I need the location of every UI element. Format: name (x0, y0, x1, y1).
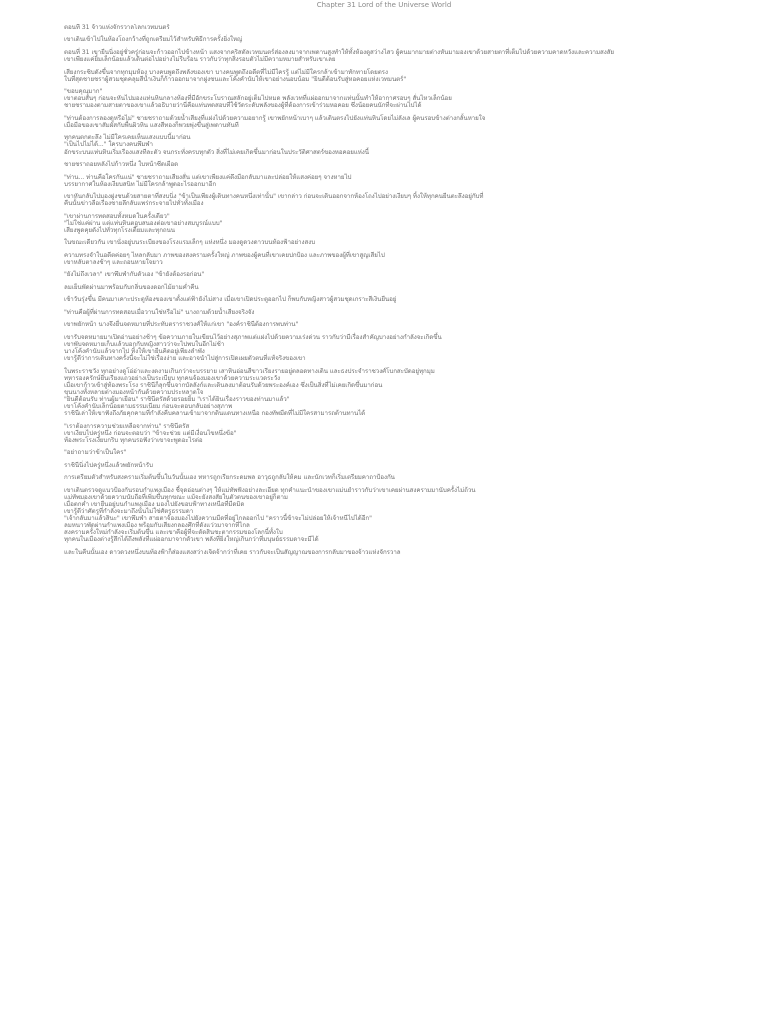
paragraph: ตอนที่ 31 จ้าวแห่งจักรวาลโลกเวทมนตร์ (64, 24, 170, 31)
paragraph: "ท่าน... ท่านคือใครกันแน่" ชายชราถามเสียงสั่น แต่เขาเพียงแค่ดึงมือกลับมาและปล่อยให้แสงค่อยๆ จางหายไป บรรยากาศในห้องเงียบสนิท ไม่มีใครกล้าพูดอะไรออกมาอีก (64, 173, 352, 188)
paragraph: ในขณะเดียวกัน เขานั่งอยู่บนระเบียงของโรงแรมเล็กๆ แห่งหนึ่ง มองดูดวงดาวบนท้องฟ้าอย่างสงบ (64, 239, 316, 247)
paragraph: เขาพยักหน้า นางจึงยื่นจดหมายที่ประทับตราราชวงศ์ให้แก่เขา "องค์ราชินีต้องการพบท่าน" (64, 321, 299, 329)
paragraph: ในพระราชวัง ทุกอย่างดูโอ่อ่าและงดงามเกินกว่าจะบรรยาย เสาหินอ่อนสีขาวเรียงรายอยู่ตลอดทางเดิน และธงประจำราชวงศ์โบกสะบัดอยู่ทุกมุม ทหารองครักษ์ยืนเรียงแถวอย่างเป็นระเบียบ ทุกคนจ้องมองเขาด้วยความระแวดระวัง เมื่อเขาก้าวเข้าสู่ท้องพระโรง ราชินีก็ลุกขึ้นจากบัลลังก์และเดินลงมาต้อนรับด้วยพระองค์เอง ซึ่งเป็นสิ่งที่ไม่เคยเกิดขึ้นมาก่อน ขุนนางทั้งหลายต่างมองหน้ากันด้วยความประหลาดใจ "ยินดีต้อนรับ ท่านผู้มาเยือน" ราชินีตรัสด้วยรอยยิ้ม "เราได้ยินเรื่องราวของท่านมาแล้ว" เขาโค้งคำนับเล็กน้อยตามธรรมเนียม ก่อนจะตอบกลับอย่างสุภาพ ราชินีเล่าให้เขาฟังถึงภัยคุกคามที่กำลังคืบคลานเข้ามาจากดินแดนทางเหนือ กองทัพมืดที่ไม่มีใครสามารถต้านทานได้ (64, 367, 435, 418)
paragraph: ลมเย็นพัดผ่านมาพร้อมกับกลิ่นของดอกไม้ยามค่ำคืน (64, 283, 199, 291)
paragraph: ความทรงจำในอดีตค่อยๆ ไหลกลับมา ภาพของสงครามครั้งใหญ่ ภาพของผู้คนที่เขาเคยปกป้อง และภาพของผู้ที่เขาสูญเสียไป เขาหลับตาลงช้าๆ และถอนหายใจยาว (64, 251, 385, 266)
paragraph: ราชินีนิ่งไปครู่หนึ่งแล้วพยักหน้ารับ (64, 461, 153, 469)
paragraph: และในคืนนั้นเอง ดาวดวงหนึ่งบนท้องฟ้าก็ส่องแสงสว่างเจิดจ้ากว่าที่เคย ราวกับจะเป็นสัญญาณของการกลับมาของจ้าวแห่งจักรวาล (64, 548, 401, 556)
paragraph: ชายชราถอยหลังไปก้าวหนึ่ง ใบหน้าซีดเผือด (64, 161, 179, 169)
paragraph: เขาหันกลับไปมองฝูงชนด้วยสายตาที่สงบนิ่ง "ข้าเป็นเพียงผู้เดินทางคนหนึ่งเท่านั้น" เขากล่าว ก่อนจะเดินออกจากห้องโถงไปอย่างเงียบๆ ทิ้งให้ทุกคนยืนตะลึงอยู่กับที่ คืนนั้นข่าวลือเรื่องชายลึกลับแพร่กระจายไปทั่วทั้งเมือง (64, 193, 484, 208)
paragraph: การเตรียมตัวสำหรับสงครามเริ่มต้นขึ้นในวันนั้นเอง ทหารถูกเรียกระดมพล อาวุธถูกลับให้คม และนักเวทก็เริ่มเตรียมคาถาป้องกัน (64, 474, 395, 482)
paragraph: "เราต้องการความช่วยเหลือจากท่าน" ราชินีตรัส เขาเงียบไปครู่หนึ่ง ก่อนจะตอบว่า "ข้าจะช่วย แต่มีเงื่อนไขหนึ่งข้อ" ท้องพระโรงเงียบกริบ ทุกคนรอฟังว่าเขาจะพูดอะไรต่อ (64, 422, 237, 444)
paragraph: เขาเดินเข้าไปในห้องโถงกว้างที่ถูกเตรียมไว้สำหรับพิธีการครั้งยิ่งใหญ่ (64, 36, 243, 44)
chapter-body (64, 24, 704, 1020)
paragraph: ทุกคนตกตะลึง ไม่มีใครเคยเห็นแสงแบบนี้มาก่อน "เป็นไปไม่ได้..." ใครบางคนพึมพำ อักขระบนแท่นหินเริ่มเรืองแสงทีละตัว จนกระทั่งครบทุกตัว สิ่งที่ไม่เคยเกิดขึ้นมาก่อนในประวัติศาสตร์ของหอคอยแห่งนี้ (64, 134, 369, 156)
paragraph: "ท่านคือผู้ที่ผ่านการทดสอบเมื่อวานใช่หรือไม่" นางถามด้วยน้ำเสียงจริงจัง (64, 308, 255, 316)
chapter-title: Chapter 31 Lord of the Universe World (316, 1, 452, 9)
paragraph: เขารับจดหมายมาเปิดอ่านอย่างช้าๆ ข้อความภายในเขียนไว้อย่างสุภาพแต่แฝงไปด้วยความเร่งด่วน ราวกับว่ามีเรื่องสำคัญบางอย่างกำลังจะเกิดขึ้น เขาพับจดหมายเก็บแล้วบอกกับหญิงสาวว่าจะไปพบในอีกไม่ช้า นางโค้งคำนับแล้วจากไป ทิ้งให้เขายืนคิดอยู่เพียงลำพัง เขารู้ดีว่าการเดินทางครั้งนี้จะไม่ใช่เรื่องง่าย และอาจนำไปสู่การเปิดเผยตัวตนที่แท้จริงของเขา (64, 333, 442, 363)
paragraph: "อย่าถามว่าข้าเป็นใคร" (64, 449, 127, 457)
paragraph: "ยังไม่ถึงเวลา" เขาพึมพำกับตัวเอง "ข้ายังต้องรอก่อน" (64, 271, 205, 279)
paragraph: "เขาผ่านการทดสอบทั้งหมดในครั้งเดียว" "ไม่ใช่แค่ผ่าน แต่แท่นหินตอบสนองต่อเขาอย่างสมบูรณ์แบบ" เสียงพูดคุยดังไปทั่วทุกโรงเตี๊ยมและทุกถนน (64, 212, 223, 234)
paragraph: เขาเดินตรวจดูแนวป้องกันรอบกำแพงเมือง ชี้จุดอ่อนต่างๆ ให้แม่ทัพฟังอย่างละเอียด ทุกคำแนะนำของเขาแม่นยำราวกับว่าเขาเคยผ่านสงครามมานับครั้งไม่ถ้วน แม่ทัพมองเขาด้วยความนับถือที่เพิ่มขึ้นทุกขณะ แม้จะยังสงสัยในตัวตนของเขาอยู่ก็ตาม เมื่อตกค่ำ เขายืนอยู่บนกำแพงเมือง มองไปยังขอบฟ้าทางเหนือที่มืดมิด เขารู้ดีว่าศัตรูที่กำลังจะมาถึงนั้นไม่ใช่ศัตรูธรรมดา "เจ้ากลับมาแล้วสินะ" เขาพึมพำ สายตาจ้องมองไปยังความมืดที่อยู่ไกลออกไป "คราวนี้ข้าจะไม่ปล่อยให้เจ้าหนีไปได้อีก" ลมหนาวพัดผ่านกำแพงเมือง พร้อมกับเสียงกลองศึกที่ดังแว่วมาจากที่ไกล สงครามครั้งใหม่กำลังจะเริ่มต้นขึ้น และเขาคือผู้ที่จะตัดสินชะตากรรมของโลกนี้ทั้งใบ ทุกคนในเมืองต่างรู้สึกได้ถึงพลังที่แผ่ออกมาจากตัวเขา พลังที่ยิ่งใหญ่เกินกว่าที่มนุษย์ธรรมดาจะมีได้ (64, 486, 476, 544)
paragraph: "ท่านต้องการลองดูหรือไม่" ชายชราถามด้วยน้ำเสียงที่แฝงไปด้วยความอยากรู้ เขาพยักหน้าเบาๆ แล้วเดินตรงไปยังแท่นหินโดยไม่ลังเล ผู้คนรอบข้างต่างกลั้นหายใจ เมื่อมือของเขาสัมผัสกับพื้นผิวหิน แสงสีทองก็พวยพุ่งขึ้นสู่เพดานทันที (64, 114, 486, 129)
paragraph: เสียงกระซิบดังขึ้นจากทุกมุมห้อง บางคนพูดถึงพลังของเขา บางคนพูดถึงอดีตที่ไม่มีใครรู้ แต่ไม่มีใครกล้าเข้ามาทักทายโดยตรง ในที่สุดชายชราผู้สวมชุดคลุมสีน้ำเงินก็ก้าวออกมาจากฝูงชนและโค้งคำนับให้เขาอย่างนอบน้อม "ยินดีต้อนรับสู่หอคอยแห่งเวทมนตร์" (64, 68, 407, 83)
paragraph: เช้าวันรุ่งขึ้น มีคนมาเคาะประตูห้องของเขาตั้งแต่ฟ้ายังไม่สาง เมื่อเขาเปิดประตูออกไป ก็พบกับหญิงสาวผู้สวมชุดเกราะสีเงินยืนอยู่ (64, 296, 397, 304)
paragraph: "ขอบคุณมาก" เขาตอบสั้นๆ ก่อนจะหันไปมองแท่นหินกลางห้องที่มีอักขระโบราณสลักอยู่เต็มไปหมด พลังเวทที่แผ่ออกมาจากแท่นนั้นทำให้อากาศรอบๆ สั่นไหวเล็กน้อย ชายชรามองตามสายตาของเขาแล้วอธิบายว่านี่คือแท่นทดสอบที่ใช้วัดระดับพลังของผู้ที่ต้องการเข้าร่วมหอคอย ซึ่งน้อยคนนักที่จะผ่านไปได้ (64, 88, 452, 110)
paragraph: ตอนที่ 31 เขายืนนิ่งอยู่ชั่วครู่ก่อนจะก้าวออกไปข้างหน้า แสงจากคริสตัลเวทมนตร์ส่องลงมาจากเพดานสูงทำให้ทั้งห้องดูสว่างไสว ผู้คนมากมายต่างหันมามองเขาด้วยสายตาที่เต็มไปด้วยความคาดหวังและความสงสัย เขาเพียงแค่ยิ้มเล็กน้อยแล้วเดินต่อไปอย่างไม่รีบร้อน ราวกับว่าทุกสิ่งรอบตัวไม่มีความหมายสำหรับเขาเลย (64, 48, 614, 64)
